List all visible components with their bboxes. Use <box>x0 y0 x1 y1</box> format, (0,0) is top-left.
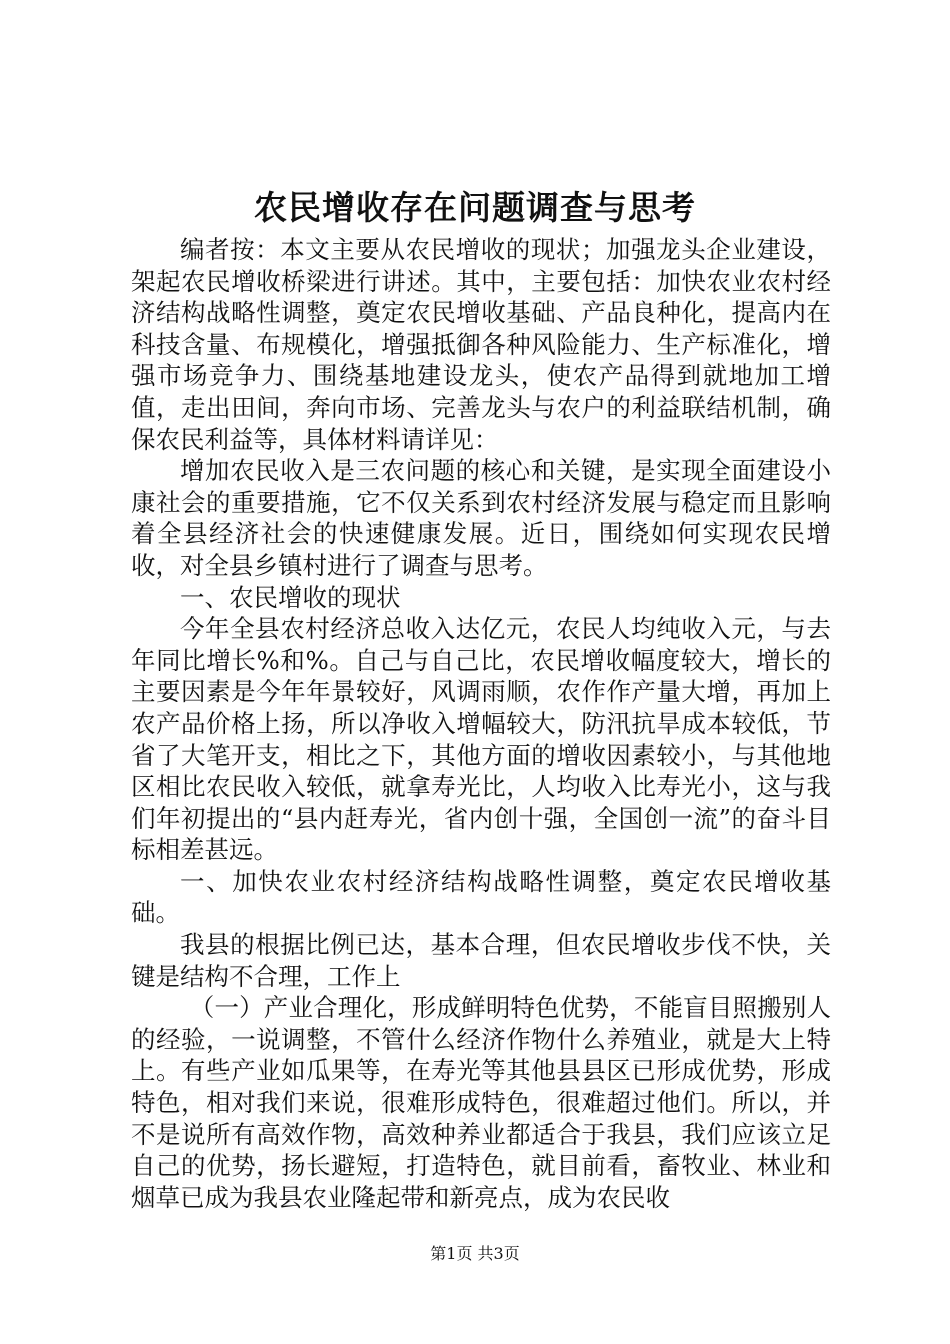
intro-paragraph: 增加农民收入是三农问题的核心和关键，是实现全面建设小康社会的重要措施，它不仅关系到农村经济发展与稳定而且影响着全县经济社会的快速健康发展。近日，围绕如何实现农民增收，对全县乡镇村进行了调查与思考。 <box>131 456 831 580</box>
page-footer: 第1页 共3页 <box>430 1244 520 1263</box>
editor-note-paragraph: 编者按：本文主要从农民增收的现状；加强龙头企业建设，架起农民增收桥梁进行讲述。其中，主要包括：加快农业农村经济结构战略性调整，奠定农民增收基础、产品良种化，提高内在科技含量、布规模化，增强抵御各种风险能力、生产标准化，增强市场竞争力、围绕基地建设龙头，使农产品得到就地加工增值，走出田间，奔向市场、完善龙头与农户的利益联结机制，确保农民利益等，具体材料请详见： <box>131 235 831 454</box>
document-body <box>131 234 831 1213</box>
status-paragraph: 今年全县农村经济总收入达亿元，农民人均纯收入元，与去年同比增长%和%。自己与自己比，农民增收幅度较大，增长的主要因素是今年年景较好，风调雨顺，农作作产量大增，再加上农产品价格上扬，所以净收入增幅较大，防汛抗旱成本较低，节省了大笔开支，相比之下，其他方面的增收因素较小，与其他地区相比农民收入较低，就拿寿光比，人均收入比寿光小，这与我们年初提出的“县内赶寿光，省内创十强，全国创一流”的奋斗目标相差甚远。 <box>131 614 831 865</box>
document-title: 农民增收存在问题调查与思考 <box>254 188 696 227</box>
subsection-paragraph: （一）产业合理化，形成鲜明特色优势，不能盲目照搬别人的经验，一说调整，不管什么经济作物什么养殖业，就是大上特上。有些产业如瓜果等，在寿光等其他县县区已形成优势，形成特色，相对我们来说，很难形成特色，很难超过他们。所以，并不是说所有高效作物，高效种养业都适合于我县，我们应该立足自己的优势，扬长避短，打造特色，就目前看，畜牧业、林业和烟草已成为我县农业隆起带和新亮点，成为农民收 <box>131 993 831 1212</box>
structure-paragraph: 我县的根据比例已达，基本合理，但农民增收步伐不快，关键是结构不合理，工作上 <box>131 930 831 991</box>
section-heading-status: 一、农民增收的现状 <box>180 582 401 612</box>
section-heading-structure: 一、加快农业农村经济结构战略性调整，奠定农民增收基础。 <box>131 866 831 928</box>
